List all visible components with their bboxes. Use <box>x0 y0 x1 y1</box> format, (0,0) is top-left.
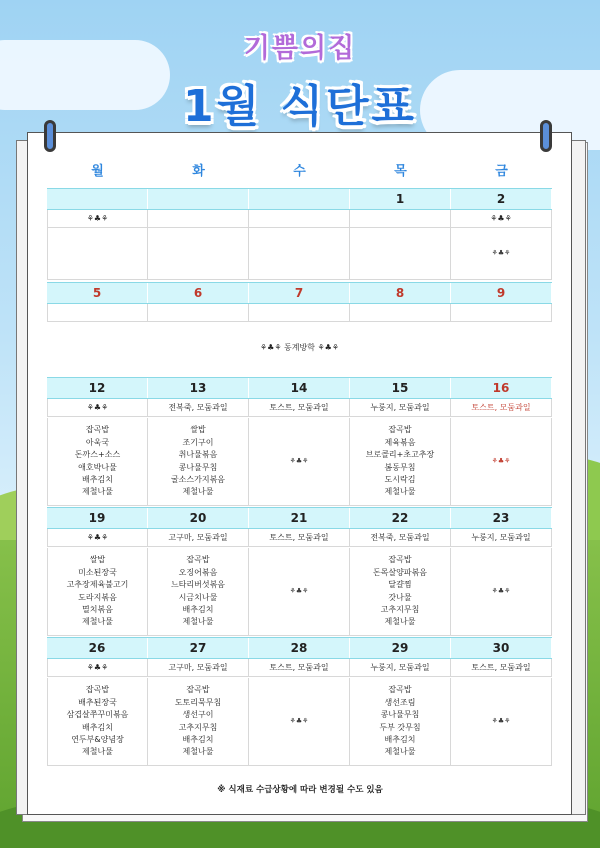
date-cell: 27 <box>148 638 249 658</box>
meal-item: 제육볶음 <box>384 437 416 447</box>
meal-cell <box>350 548 451 635</box>
meal-item: 잡곡밥 <box>388 685 412 695</box>
date-row <box>47 282 552 304</box>
meal-item: 달걀찜 <box>388 580 412 590</box>
snack-cell: 누룽지, 모둠과일 <box>350 399 451 416</box>
date-cell: 19 <box>47 508 148 528</box>
snack-cell: ⚘♣⚘ <box>47 659 148 676</box>
meal-item: 쌀밥 <box>89 555 106 565</box>
meal-item: 잡곡밥 <box>388 425 412 435</box>
date-cell: 15 <box>350 378 451 398</box>
date-row <box>47 507 552 529</box>
meal-item: 제철나물 <box>182 747 214 757</box>
date-cell: 9 <box>451 283 552 303</box>
meal-cell <box>451 678 552 765</box>
meal-row <box>47 228 552 280</box>
winter-break-notice: ⚘♣⚘ 동계방학 ⚘♣⚘ <box>259 343 340 352</box>
meal-item: ⚘♣⚘ <box>289 717 309 726</box>
weekday-label: 목 <box>394 164 407 179</box>
meal-item: 두부 갓무침 <box>379 722 421 732</box>
meal-item: 갓나물 <box>388 592 412 602</box>
meal-item: 배추김치 <box>182 734 214 744</box>
snack-cell: 누룽지, 모둠과일 <box>451 529 552 546</box>
meal-item: 생선구이 <box>182 710 214 720</box>
snack-cell <box>451 304 552 321</box>
meal-item: 도라지볶음 <box>78 592 117 602</box>
date-cell: 1 <box>350 189 451 209</box>
meal-item: 콩나물무침 <box>380 710 420 720</box>
meal-row <box>47 678 552 766</box>
meal-item: 생선조림 <box>384 697 416 707</box>
date-cell: 6 <box>148 283 249 303</box>
meal-item: 배추김치 <box>82 722 113 732</box>
meal-item: 제철나물 <box>82 487 113 497</box>
snack-cell: ⚘♣⚘ <box>47 210 148 227</box>
date-cell: 29 <box>350 638 451 658</box>
meal-row <box>47 418 552 506</box>
date-cell <box>47 189 148 209</box>
date-cell: 26 <box>47 638 148 658</box>
snack-row <box>47 659 552 677</box>
date-cell: 16 <box>451 378 552 398</box>
snack-cell <box>148 304 249 321</box>
meal-item: 제철나물 <box>384 617 416 627</box>
meal-item: 제철나물 <box>82 747 113 757</box>
meal-cell <box>350 678 451 765</box>
meal-item: ⚘♣⚘ <box>491 717 511 726</box>
meal-item: 취나물볶음 <box>178 450 218 460</box>
meal-item: 콩나물무침 <box>178 462 218 472</box>
binder-ring-icon <box>540 120 552 152</box>
meal-item: 삼겹살쭈꾸미볶음 <box>66 710 129 720</box>
snack-row <box>47 529 552 547</box>
date-cell: 12 <box>47 378 148 398</box>
meal-cell <box>350 418 451 505</box>
snack-cell: 토스트, 모둠과일 <box>249 399 350 416</box>
meal-item: 굴소스가지볶음 <box>170 474 226 484</box>
snack-cell: 토스트, 모둠과일 <box>451 399 552 416</box>
weekday-label: 금 <box>495 164 508 179</box>
snack-cell: 전복죽, 모둠과일 <box>350 529 451 546</box>
meal-cell <box>47 548 148 635</box>
meal-item: 연두부&양념장 <box>71 734 124 744</box>
snack-cell: 토스트, 모둠과일 <box>451 659 552 676</box>
meal-item: 돈목살양파볶음 <box>372 567 428 577</box>
date-cell: 14 <box>249 378 350 398</box>
snack-cell <box>249 304 350 321</box>
date-cell <box>249 189 350 209</box>
meal-cell <box>47 228 148 279</box>
meal-cell <box>249 678 350 765</box>
snack-cell: ⚘♣⚘ <box>47 529 148 546</box>
meal-cell <box>148 678 249 765</box>
weekday-label: 화 <box>192 164 205 179</box>
meal-item: 고추장제육불고기 <box>66 580 129 590</box>
snack-row <box>47 304 552 322</box>
meal-item: 배추김치 <box>182 604 214 614</box>
date-cell: 2 <box>451 189 552 209</box>
meal-item: 고추지무침 <box>178 722 218 732</box>
date-row <box>47 637 552 659</box>
date-cell: 30 <box>451 638 552 658</box>
weekday-label: 수 <box>293 164 306 179</box>
brand-title: 기쁨의집 <box>243 33 357 64</box>
meal-item: 시금치나물 <box>178 592 218 602</box>
meal-cell <box>451 548 552 635</box>
meal-item: 돈까스+소스 <box>74 450 121 460</box>
meal-item: 제철나물 <box>384 747 416 757</box>
meal-item: 애호박나물 <box>78 462 117 472</box>
meal-item: 고추지무침 <box>380 604 420 614</box>
meal-cell <box>148 228 249 279</box>
meal-cell <box>451 418 552 505</box>
meal-item: 잡곡밥 <box>186 685 210 695</box>
binder-ring-icon <box>44 120 56 152</box>
date-cell: 13 <box>148 378 249 398</box>
date-row <box>47 188 552 210</box>
meal-cell <box>47 418 148 505</box>
meal-item: 아욱국 <box>85 437 110 447</box>
meal-item: 배추김치 <box>82 474 113 484</box>
meal-item: 잡곡밥 <box>85 685 110 695</box>
meal-item: 멸치볶음 <box>82 604 113 614</box>
snack-cell: 전복죽, 모둠과일 <box>148 399 249 416</box>
meal-item: 조기구이 <box>182 437 214 447</box>
date-cell: 21 <box>249 508 350 528</box>
meal-item: 오징어볶음 <box>178 567 218 577</box>
snack-cell: 고구마, 모둠과일 <box>148 529 249 546</box>
meal-item: ⚘♣⚘ <box>491 249 511 258</box>
snack-cell: ⚘♣⚘ <box>47 399 148 416</box>
date-cell: 8 <box>350 283 451 303</box>
snack-cell: 토스트, 모둠과일 <box>249 659 350 676</box>
weekday-header <box>47 160 552 179</box>
meal-item: 제철나물 <box>182 617 214 627</box>
meal-cell <box>148 418 249 505</box>
footer-note: ※ 식재료 수급상황에 따라 변경될 수도 있음 <box>217 785 383 795</box>
meal-item: 느타리버섯볶음 <box>170 580 226 590</box>
snack-cell: 누룽지, 모둠과일 <box>350 659 451 676</box>
date-cell: 23 <box>451 508 552 528</box>
snack-cell <box>350 304 451 321</box>
meal-cell <box>350 228 451 279</box>
meal-cell <box>47 678 148 765</box>
date-cell: 5 <box>47 283 148 303</box>
date-cell: 7 <box>249 283 350 303</box>
snack-cell <box>249 210 350 227</box>
meal-item: 배추된장국 <box>78 697 117 707</box>
meal-item: 배추김치 <box>384 734 416 744</box>
snack-row <box>47 399 552 417</box>
meal-item: 제철나물 <box>182 487 214 497</box>
snack-cell <box>47 304 148 321</box>
weekday-label: 월 <box>91 164 104 179</box>
meal-cell <box>249 228 350 279</box>
meal-cell <box>249 418 350 505</box>
snack-cell: ⚘♣⚘ <box>451 210 552 227</box>
snack-cell: 고구마, 모둠과일 <box>148 659 249 676</box>
meal-item: ⚘♣⚘ <box>491 457 511 466</box>
snack-cell <box>148 210 249 227</box>
page-title: 1월 식단표 <box>183 81 417 132</box>
date-cell: 28 <box>249 638 350 658</box>
snack-cell <box>350 210 451 227</box>
meal-cell <box>249 548 350 635</box>
meal-item: 도시락김 <box>384 474 416 484</box>
snack-cell: 토스트, 모둠과일 <box>249 529 350 546</box>
meal-cell <box>451 228 552 279</box>
meal-item: 쌀밥 <box>190 425 206 435</box>
meal-item: 봄동무침 <box>384 462 416 472</box>
meal-item: 도토리묵무침 <box>174 697 222 707</box>
date-cell <box>148 189 249 209</box>
meal-item: 잡곡밥 <box>85 425 110 435</box>
snack-row <box>47 210 552 228</box>
meal-item: 브로콜리+초고추장 <box>365 450 435 460</box>
meal-item: 잡곡밥 <box>388 555 412 565</box>
date-row <box>47 377 552 399</box>
date-cell: 22 <box>350 508 451 528</box>
meal-item: 미소된장국 <box>78 567 117 577</box>
meal-item: 제철나물 <box>384 487 416 497</box>
meal-cell <box>148 548 249 635</box>
meal-item: ⚘♣⚘ <box>289 457 309 466</box>
meal-item: ⚘♣⚘ <box>289 587 309 596</box>
meal-row <box>47 548 552 636</box>
meal-item: 제철나물 <box>82 617 113 627</box>
meal-item: ⚘♣⚘ <box>491 587 511 596</box>
date-cell: 20 <box>148 508 249 528</box>
meal-item: 잡곡밥 <box>186 555 210 565</box>
